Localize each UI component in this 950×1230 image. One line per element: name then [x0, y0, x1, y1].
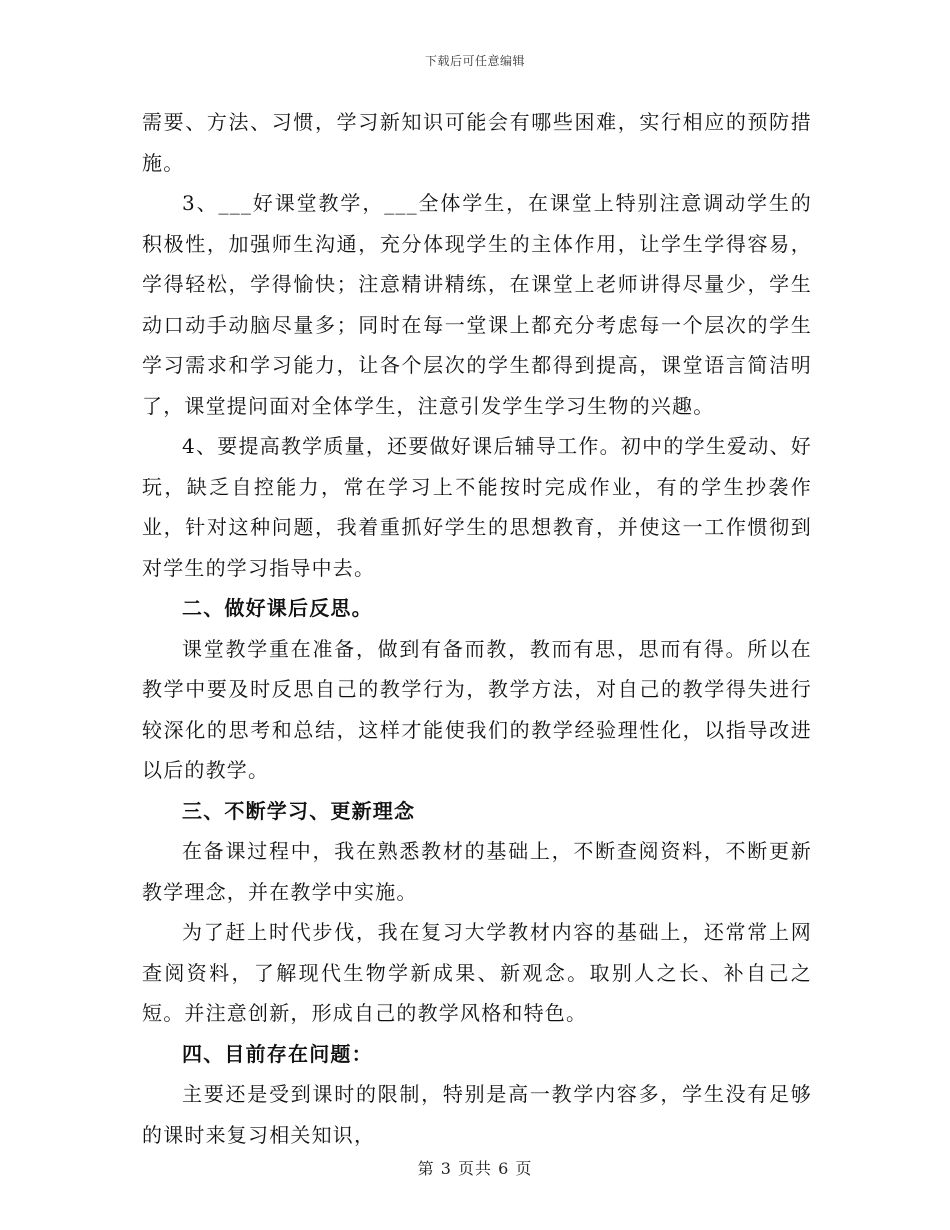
page-footer: 第 3 页共 6 页: [417, 1159, 533, 1178]
section-heading-2: 二、做好课后反思。: [182, 596, 373, 620]
paragraph-item-4: 4、要提高教学质量，还要做好课后辅导工作。初中的学生爱动、好玩，缺乏自控能力，常在学习上不能按时完成作业，有的学生抄袭作业，针对这种问题，我着重抓好学生的思想教育，并使这一工作惯彻到对学生的学习指导中去。: [142, 434, 812, 580]
document-body: [142, 102, 812, 1155]
paragraph-item-3: 3、___好课堂教学，___全体学生，在课堂上特别注意调动学生的积极性，加强师生沟通，充分体现学生的主体作用，让学生学得容易，学得轻松，学得愉快；注意精讲精练，在课堂上老师讲得尽量少，学生动口动手动脑尽量多；同时在每一堂课上都充分考虑每一个层次的学生学习需求和学习能力，让各个层次的学生都得到提高，课堂语言简洁明了，课堂提问面对全体学生，注意引发学生学习生物的兴趣。: [142, 191, 812, 418]
paragraph-lesson-prep: 在备课过程中，我在熟悉教材的基础上，不断查阅资料，不断更新教学理念，并在教学中实施。: [142, 839, 812, 904]
paragraph-continuation: 需要、方法、习惯，学习新知识可能会有哪些困难，实行相应的预防措施。: [142, 110, 812, 175]
page-header: 下载后可任意编辑: [424, 54, 525, 68]
paragraph-reflection: 课堂教学重在准备，做到有备而教，教而有思，思而有得。所以在教学中要及时反思自己的教学行为，教学方法，对自己的教学得失进行较深化的思考和总结，这样才能使我们的教学经验理性化，以指导改进以后的教学。: [142, 636, 812, 782]
paragraph-keep-up: 为了赶上时代步伐，我在复习大学教材内容的基础上，还常常上网查阅资料，了解现代生物学新成果、新观念。取别人之长、补自己之短。并注意创新，形成自己的教学风格和特色。: [142, 920, 812, 1025]
section-heading-4: 四、目前存在问题：: [182, 1041, 373, 1066]
section-heading-3: 三、不断学习、更新理念: [182, 798, 416, 823]
paragraph-problems: 主要还是受到课时的限制，特别是高一教学内容多，学生没有足够的课时来复习相关知识，: [142, 1082, 812, 1147]
